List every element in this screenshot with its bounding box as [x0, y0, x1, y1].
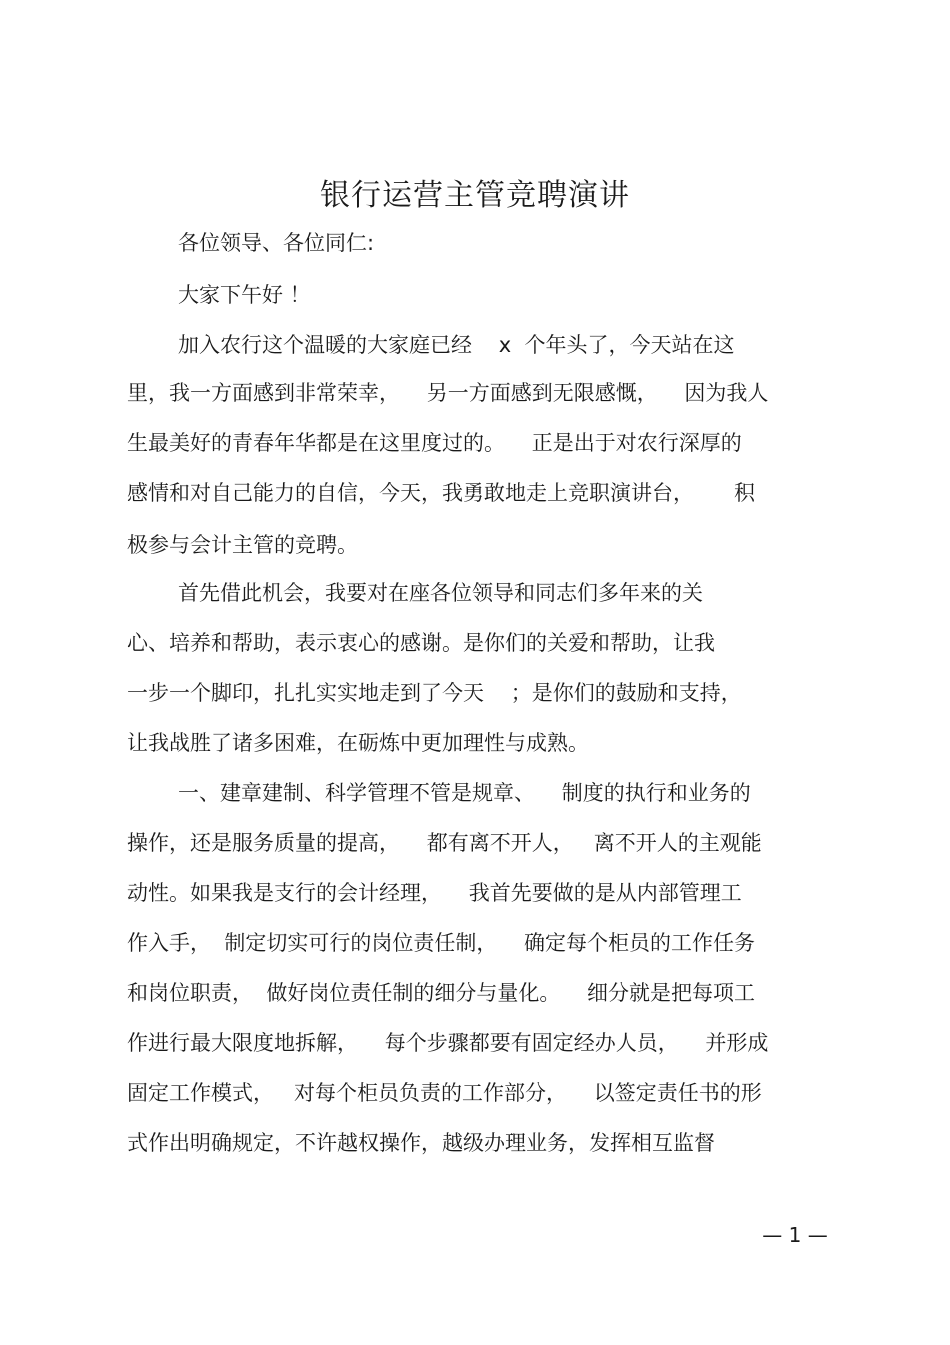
document-title: 银行运营主管竞聘演讲	[320, 178, 630, 213]
body-line: 式作出明确规定，不许越权操作，越级办理业务，发挥相互监督	[127, 1131, 715, 1155]
body-line: 动性。如果我是支行的会计经理， 我首先要做的是从内部管理工	[127, 881, 742, 905]
body-line: 加入农行这个温暖的大家庭已经 x 个年头了，今天站在这	[178, 333, 735, 357]
body-line: 固定工作模式， 对每个柜员负责的工作部分， 以签定责任书的形	[127, 1081, 762, 1105]
body-line: 大家下午好 ！	[178, 283, 311, 307]
body-line: 各位领导、各位同仁:	[178, 231, 375, 255]
body-line: 让我战胜了诸多困难，在砺炼中更加理性与成熟。	[127, 731, 589, 755]
body-line: 操作，还是服务质量的提高， 都有离不开人， 离不开人的主观能	[127, 831, 762, 855]
body-line: 和岗位职责， 做好岗位责任制的细分与量化。 细分就是把每项工	[127, 981, 756, 1005]
body-line: 里，我一方面感到非常荣幸， 另一方面感到无限感慨， 因为我人	[127, 381, 769, 405]
body-line: 心、培养和帮助，表示衷心的感谢。是你们的关爱和帮助，让我	[127, 631, 715, 655]
body-line: 极参与会计主管的竞聘。	[127, 533, 358, 557]
body-line: 生最美好的青春年华都是在这里度过的。 正是出于对农行深厚的	[127, 431, 742, 455]
body-line: 作入手， 制定切实可行的岗位责任制， 确定每个柜员的工作任务	[127, 931, 756, 955]
body-line: 一、建章建制、科学管理不管是规章、 制度的执行和业务的	[178, 781, 751, 805]
body-line: 作进行最大限度地拆解， 每个步骤都要有固定经办人员， 并形成	[127, 1031, 769, 1055]
body-line: 感情和对自己能力的自信，今天，我勇敢地走上竞职演讲台， 积	[127, 481, 756, 505]
body-line: 一步一个脚印，扎扎实实地走到了今天 ；是你们的鼓励和支持，	[127, 681, 742, 705]
page-number: — 1 —	[762, 1223, 828, 1247]
body-line: 首先借此机会，我要对在座各位领导和同志们多年来的关	[178, 581, 703, 605]
